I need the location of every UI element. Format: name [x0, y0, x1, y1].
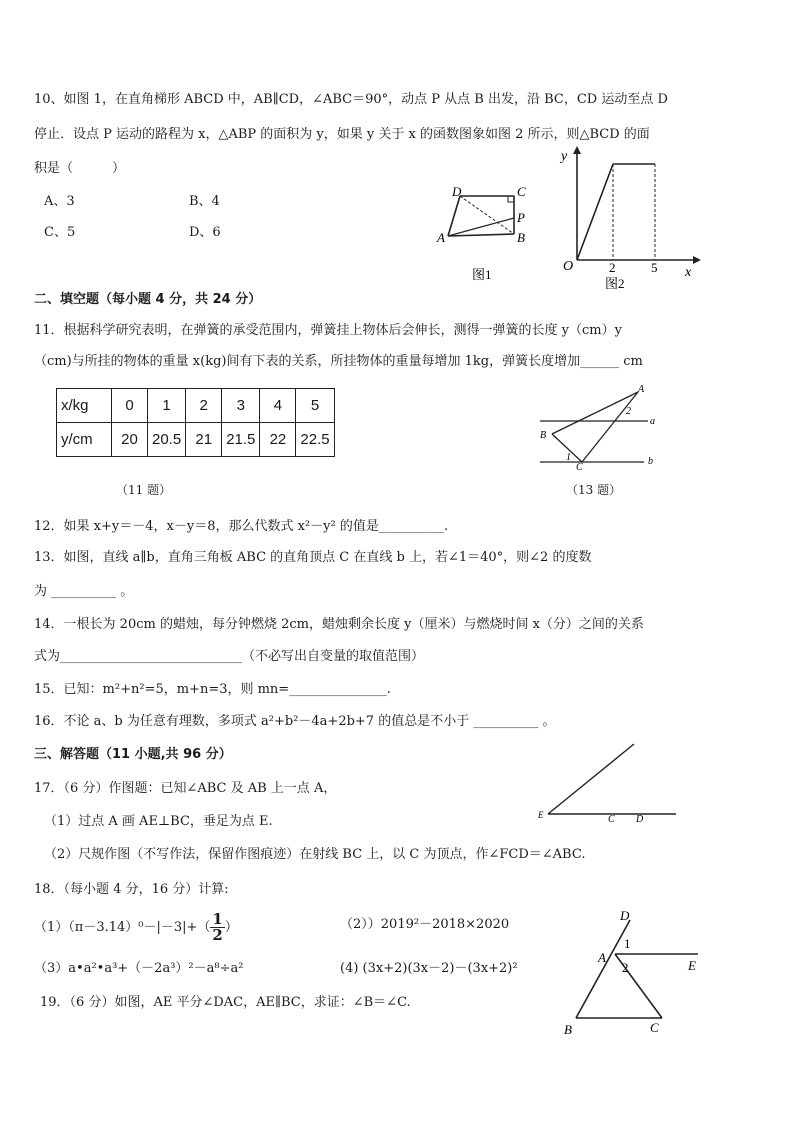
q11-row2-label: y/cm: [57, 423, 112, 457]
fig13-line-a: a: [650, 416, 655, 427]
q17-line2: （1）过点 A 画 AE⊥BC，垂足为点 E.: [44, 814, 273, 829]
fig13-label-c: C: [576, 462, 583, 470]
fig19-label-c: C: [650, 1020, 659, 1035]
figure-13-parallel-lines: [530, 384, 670, 470]
q18-part3: （3）a•a²•a³+（－2a³）²－a⁸÷a²: [34, 961, 244, 976]
fig17-label-e: E: [538, 810, 544, 820]
figure-17-angle: [536, 742, 696, 826]
q10-line2: 停止．设点 P 运动的路程为 x，△ABP 的面积为 y，如果 y 关于 x 的函数图象如图 2 所示，则△BCD 的面: [34, 127, 650, 142]
q15-text: 15．已知：m²+n²=5，m+n=3，则 mn=_______________.: [34, 682, 391, 697]
section-2-heading: 二、填空题（每小题 4 分，共 24 分）: [34, 292, 262, 307]
fig19-label-d: D: [620, 908, 630, 923]
fig1-label-a: A: [437, 230, 445, 245]
fig2-tick-5: 5: [651, 260, 658, 275]
q13-line2: 为 __________ 。: [34, 584, 134, 599]
q11-y-5: 22.5: [296, 423, 334, 457]
fig2-origin-label: O: [563, 259, 574, 274]
q16-text: 16．不论 a、b 为任意有理数，多项式 a²+b²－4a+2b+7 的值总是不小于 __________ 。: [34, 714, 556, 729]
q18-part1-tail: ）: [224, 920, 238, 935]
fig19-label-e: E: [688, 958, 696, 973]
q10-option-d: D、6: [189, 225, 221, 240]
section-3-heading: 三、解答题（11 小题,共 96 分）: [34, 747, 232, 762]
q11-y-0: 20: [112, 423, 148, 457]
q11-x-2: 2: [186, 389, 222, 423]
q11-x-3: 3: [222, 389, 260, 423]
fig1-caption: 图1: [472, 267, 492, 282]
fig2-y-label: y: [561, 149, 568, 164]
table-row: [57, 389, 335, 423]
q11-x-5: 5: [296, 389, 334, 423]
q10-option-a: A、3: [44, 194, 75, 209]
fig13-line-b: b: [648, 456, 653, 467]
fig19-angle-1: 1: [624, 936, 631, 951]
q11-x-0: 0: [112, 389, 148, 423]
q11-y-1: 20.5: [148, 423, 186, 457]
figure-1-trapezoid: [430, 178, 540, 286]
q12-text: 12．如果 x+y＝－4，x－y＝8，那么代数式 x²－y² 的值是__________.: [34, 519, 448, 534]
fig1-label-d: D: [452, 184, 462, 199]
q11-row1-label: x/kg: [57, 389, 112, 423]
q11-y-2: 21: [186, 423, 222, 457]
q10-line3: 积是（ ）: [34, 161, 126, 176]
q19-text: 19．（6 分）如图，AE 平分∠DAC，AE∥BC，求证：∠B＝∠C.: [40, 995, 411, 1010]
q11-line1: 11．根据科学研究表明，在弹簧的承受范围内，弹簧挂上物体后会伸长，测得一弹簧的长度 y（cm）y: [34, 323, 622, 338]
q10-line1: 10、如图 1，在直角梯形 ABCD 中，AB∥CD，∠ABC＝90°，动点 P 从点 B 出发，沿 BC，CD 运动至点 D: [34, 92, 668, 107]
q11-caption: （11 题）: [116, 483, 172, 497]
q18-part1-expression: （1）（π－3.14）⁰－|－3|+（: [34, 920, 211, 935]
fig2-tick-2: 2: [609, 260, 616, 275]
table-row: [57, 423, 335, 457]
q11-y-3: 21.5: [222, 423, 260, 457]
q11-y-4: 22: [260, 423, 296, 457]
figure-19-triangle: [560, 906, 710, 1040]
fig2-caption: 图2: [605, 276, 625, 291]
fig13-label-b: B: [540, 430, 547, 441]
fig1-label-p: P: [517, 210, 525, 225]
q11-x-4: 4: [260, 389, 296, 423]
q11-table: [56, 388, 335, 457]
fig1-label-c: C: [517, 184, 526, 199]
q18-part1-fraction: [210, 912, 224, 943]
fig19-label-a: A: [598, 950, 606, 965]
q18-part2: （2））2019²－2018×2020: [340, 917, 510, 932]
q18-heading: 18．（每小题 4 分，16 分）计算:: [34, 882, 229, 897]
fig13-angle-2: 2: [626, 406, 631, 417]
fig1-label-b: B: [517, 230, 525, 245]
q11-x-1: 1: [148, 389, 186, 423]
q13-caption: （13 题）: [566, 483, 622, 497]
fig17-label-d: D: [636, 814, 644, 825]
q18-fraction-denominator: 2: [212, 926, 223, 944]
fig19-angle-2: 2: [622, 960, 629, 975]
q14-line1: 14．一根长为 20cm 的蜡烛，每分钟燃烧 2cm，蜡烛剩余长度 y（厘米）与燃烧时间 x（分）之间的关系: [34, 617, 644, 632]
q10-option-b: B、4: [189, 194, 220, 209]
q17-line3: （2）尺规作图（不写作法，保留作图痕迹）在射线 BC 上，以 C 为顶点，作∠FCD＝∠ABC.: [44, 847, 586, 862]
q11-line2: （cm)与所挂的物体的重量 x(kg)间有下表的关系，所挂物体的重量每增加 1kg，弹簧长度增加______ cm: [34, 354, 643, 369]
figure-2-graph: [555, 142, 705, 292]
fig19-label-b: B: [564, 1022, 572, 1037]
q18-fraction-numerator: 1: [212, 910, 223, 928]
q10-option-c: C、5: [44, 225, 76, 240]
q14-line2: 式为____________________________（不必写出自变量的取值范围）: [34, 649, 425, 664]
q13-line1: 13．如图，直线 a∥b，直角三角板 ABC 的直角顶点 C 在直线 b 上，若∠1＝40°，则∠2 的度数: [34, 550, 592, 565]
fig2-x-label: x: [685, 265, 692, 280]
q18-part1: [34, 912, 238, 943]
fig13-angle-1: 1: [566, 452, 571, 463]
q17-line1: 17．（6 分）作图题：已知∠ABC 及 AB 上一点 A，: [34, 781, 337, 796]
fig13-label-a: A: [638, 384, 645, 395]
q18-part4: (4) (3x+2)(3x－2)－(3x+2)²: [340, 961, 518, 976]
fig17-label-c: C: [608, 814, 615, 825]
